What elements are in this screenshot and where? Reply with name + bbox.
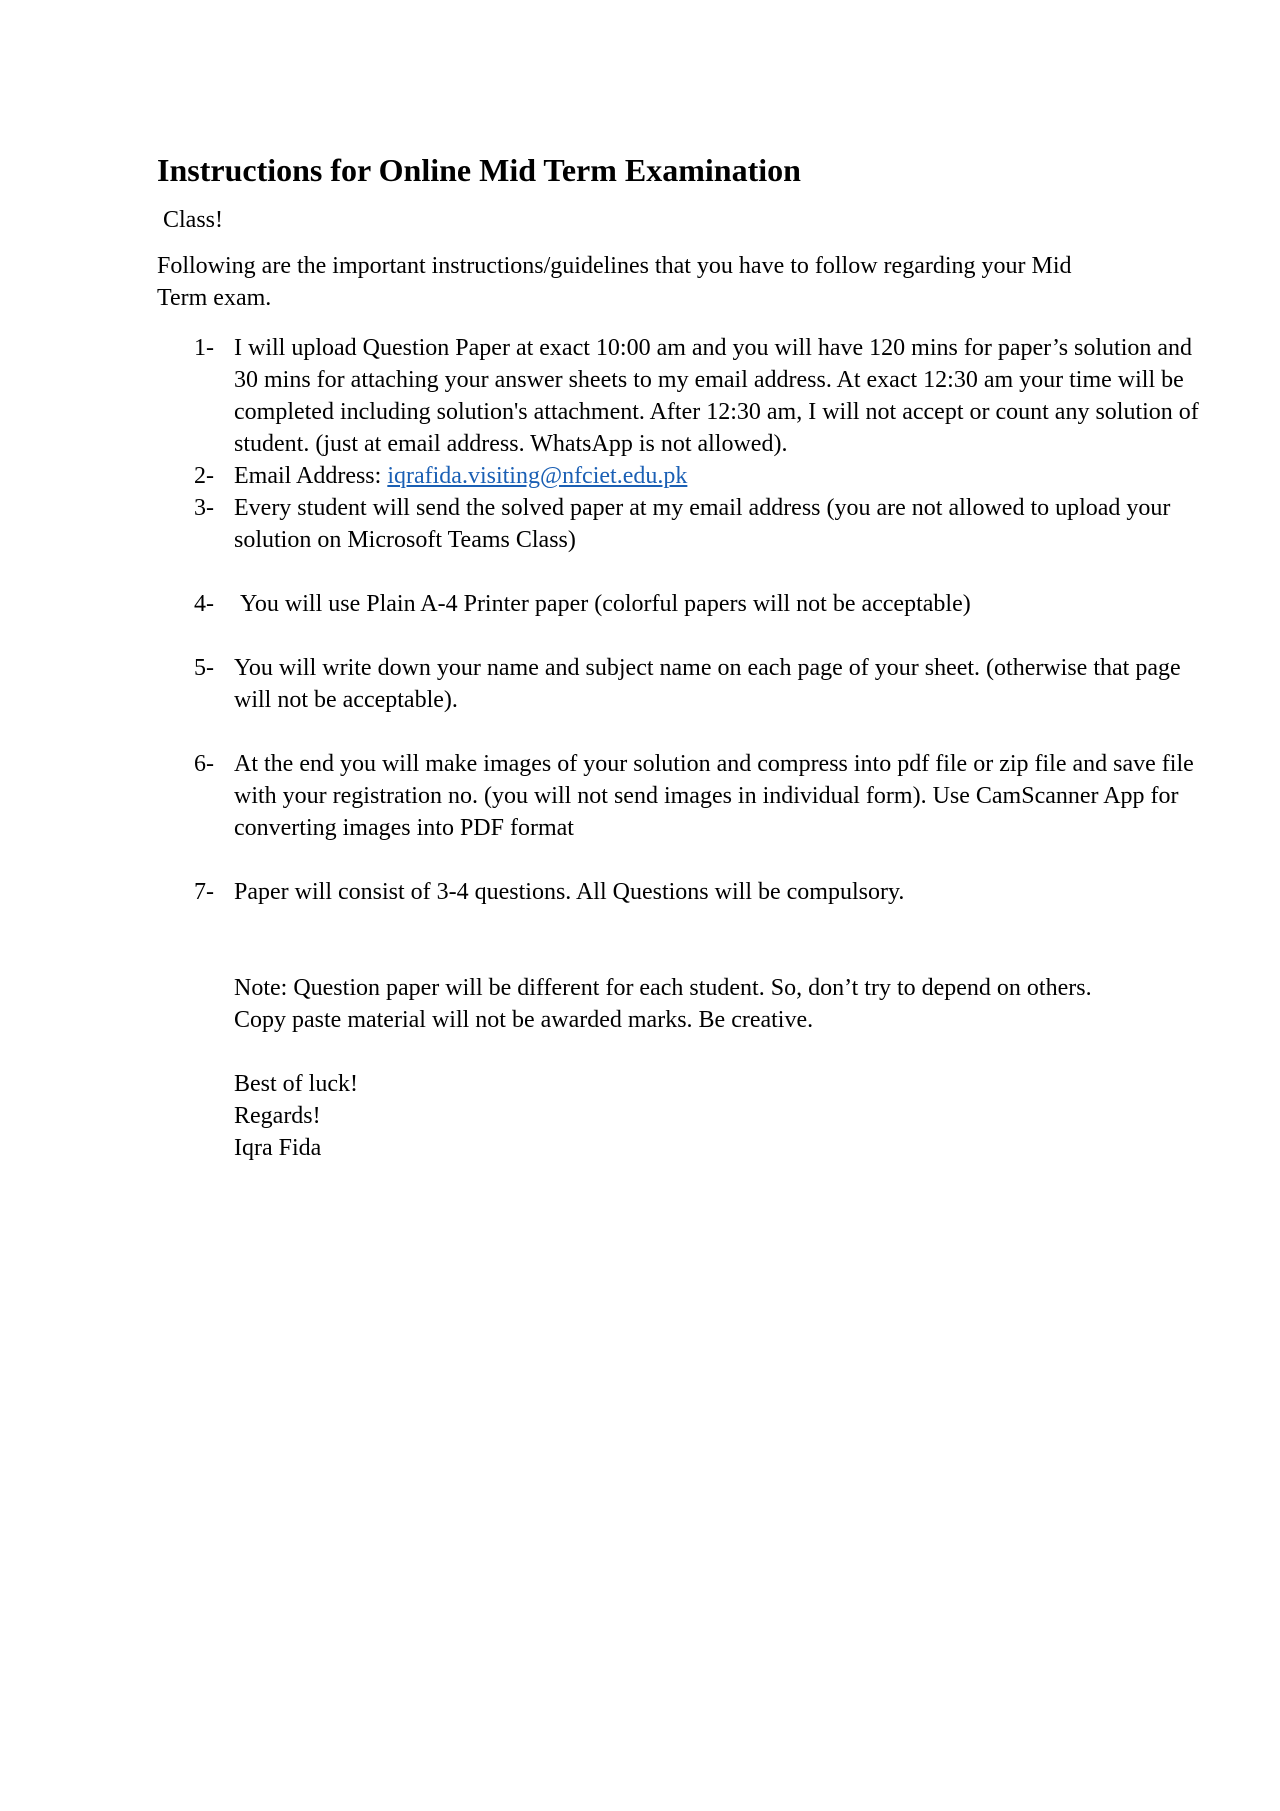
list-item bbox=[157, 652, 1214, 716]
regards-line: Regards! bbox=[234, 1103, 321, 1129]
instructions-list bbox=[157, 332, 1199, 908]
list-item-text: You will write down your name and subject name on each page of your sheet. (otherwise that page will not be acceptable). bbox=[234, 655, 1181, 713]
list-item-number: 1- bbox=[194, 335, 214, 361]
list-item-number: 5- bbox=[194, 655, 214, 681]
list-item-text: You will use Plain A-4 Printer paper (colorful papers will not be acceptable) bbox=[234, 591, 971, 617]
list-item bbox=[157, 588, 1214, 620]
closing-line: Best of luck! bbox=[234, 1071, 358, 1097]
list-item-number: 4- bbox=[194, 591, 214, 617]
list-item-number: 2- bbox=[194, 463, 214, 489]
list-item-text: Paper will consist of 3-4 questions. All Questions will be compulsory. bbox=[234, 879, 905, 905]
signoff-block bbox=[234, 1068, 1157, 1164]
list-item bbox=[157, 876, 1214, 908]
greeting: Class! bbox=[163, 207, 223, 233]
list-item bbox=[157, 460, 1214, 492]
note-paragraph: Note: Question paper will be different for each student. So, don’t try to depend on others. Copy paste material will not be awarded marks. Be creative. bbox=[234, 975, 1092, 1033]
list-item-text: Every student will send the solved paper at my email address (you are not allowed to upload your solution on Microsoft Teams Class) bbox=[234, 495, 1171, 553]
email-label: Email Address: bbox=[234, 463, 388, 489]
email-link[interactable]: iqrafida.visiting@nfciet.edu.pk bbox=[387, 463, 688, 489]
list-item-text: At the end you will make images of your solution and compress into pdf file or zip file and save file with your registration no. (you will not send images in individual form). Use CamScanner App for converting images into PDF format bbox=[234, 751, 1194, 841]
list-item bbox=[157, 492, 1214, 556]
document-page bbox=[157, 150, 1199, 1164]
list-item-number: 7- bbox=[194, 879, 214, 905]
list-item bbox=[157, 748, 1214, 844]
list-item-text: I will upload Question Paper at exact 10:00 am and you will have 120 mins for paper’s solution and 30 mins for attaching your answer sheets to my email address. At exact 12:30 am your time will be completed including solution's attachment. After 12:30 am, I will not accept or count any solution of student. (just at email address. WhatsApp is not allowed). bbox=[234, 335, 1199, 457]
intro-paragraph: Following are the important instructions/guidelines that you have to follow regarding your Mid Term exam. bbox=[157, 253, 1072, 311]
list-item bbox=[157, 332, 1214, 460]
document-title: Instructions for Online Mid Term Examination bbox=[157, 152, 801, 188]
signature: Iqra Fida bbox=[234, 1135, 322, 1161]
list-item-number: 6- bbox=[194, 751, 214, 777]
list-item-number: 3- bbox=[194, 495, 214, 521]
